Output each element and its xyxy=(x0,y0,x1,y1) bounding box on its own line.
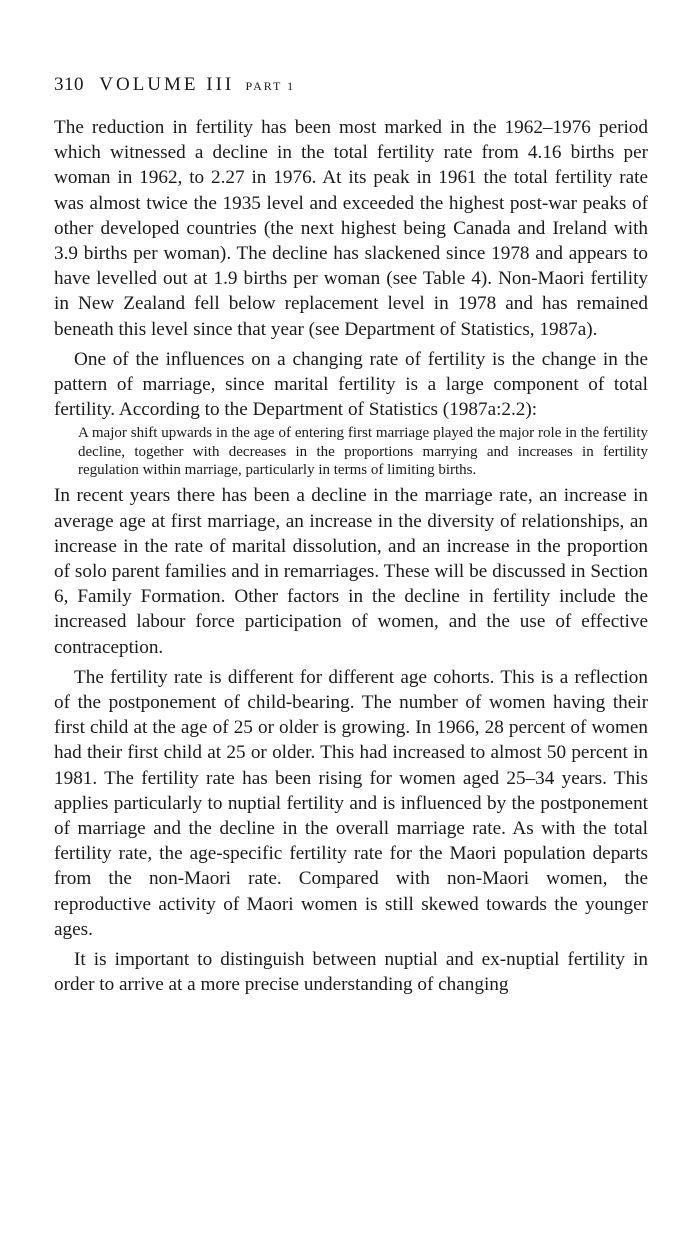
paragraph: The reduction in fertility has been most marked in the 1962–1976 period which witnessed a decline in the total fertility rate from 4.16 births per woman in 1962, to 2.27 in 1976. At its peak in 1961 the total fertility rate was almost twice the 1935 level and exceeded the highest post-war peaks of other developed countries (the next highest being Canada and Ireland with 3.9 births per woman). The decline has slackened since 1978 and appears to have levelled out at 1.9 births per woman (see Table 4). Non-Maori fertility in New Zealand fell below replacement level in 1978 and has remained beneath this level since that year (see Department of Statistics, 1987a). xyxy=(54,117,648,340)
paragraph: It is important to distinguish between nuptial and ex-nuptial fertility in order to arrive at a more precise understanding of changing xyxy=(54,948,648,996)
page-number: 310 xyxy=(54,74,84,95)
part-label: PART 1 xyxy=(245,79,296,93)
volume-label: VOLUME III xyxy=(99,74,235,95)
document-page xyxy=(54,72,648,997)
paragraph: In recent years there has been a decline in the marriage rate, an increase in average age at first marriage, an increase in the diversity of relationships, an increase in the rate of marital dissolution, and an increase in the proportion of solo parent families and in remarriages. These will be discussed in Section 6, Family Formation. Other factors in the decline in fertility include the increased labour force participation of women, and the use of effective contraception. xyxy=(54,485,648,658)
paragraph: The fertility rate is different for different age cohorts. This is a reflection of the postponement of child-bearing. The number of women having their first child at the age of 25 or older is growing. In 1966, 28 percent of women had their first child at 25 or older. This had increased to almost 50 percent in 1981. The fertility rate has been rising for women aged 25–34 years. This applies particularly to nuptial fertility and is influenced by the postponement of marriage and the decline in the overall marriage rate. As with the total fertility rate, the age-specific fertility rate for the Maori population departs from the non-Maori rate. Compared with non-Maori women, the reproductive activity of Maori women is still skewed towards the younger ages. xyxy=(54,666,648,940)
paragraph: One of the influences on a changing rate of fertility is the change in the pattern of marriage, since marital fertility is a large component of total fertility. According to the Department of Statistics (1987a:2.2): xyxy=(54,348,648,421)
block-quote: A major shift upwards in the age of entering first marriage played the major role in the fertility decline, together with decreases in the proportions marrying and increases in fertility regulation within marriage, particularly in terms of limiting births. xyxy=(78,425,648,479)
running-header xyxy=(54,72,648,99)
